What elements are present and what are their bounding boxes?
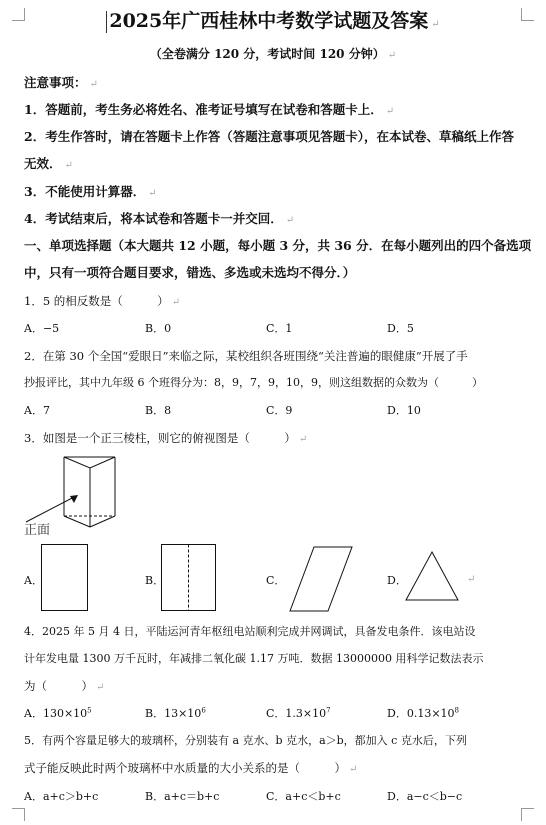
q3-option-d-figure	[404, 550, 460, 602]
corner-mark	[521, 808, 534, 821]
paragraph-mark: ↵	[387, 50, 397, 61]
q2-option-b: B．8	[145, 404, 172, 417]
question-4-line-2: 计年发电量 1300 万千瓦时，年减排二氧化碳 1.17 万吨．数据 13000000 用科学记数法表示	[24, 652, 484, 665]
notice-heading: 注意事项： ↵	[24, 75, 98, 90]
notice-1: 1．答题前，考生务必将姓名、准考证号填写在试卷和答题卡上． ↵	[24, 102, 395, 117]
q4-option-a: A．$130\times 10^5$	[24, 706, 92, 720]
q4-option-d: D．$0.13\times 10^8$	[387, 706, 460, 720]
front-label: 正面	[24, 523, 51, 538]
q3-option-a-label: A．	[24, 574, 43, 587]
title-text: 2025年广西桂林中考数学试题及答案	[109, 10, 429, 32]
question-2-line-2: 抄报评比，其中九年级 6 个班得分为：8，9，7，9，10，9，则这组数据的众数为（ ）	[24, 376, 483, 389]
q3-option-c-figure	[288, 545, 354, 613]
q3-option-b-label: B．	[145, 574, 165, 587]
subtitle-text: （全卷满分 120 分，考试时间 120 分钟）	[149, 47, 385, 61]
text-cursor	[106, 11, 107, 33]
prism-figure	[20, 450, 130, 540]
q1-option-b: B．0	[145, 322, 172, 335]
q5-option-d: D．a−c＜b−c	[387, 790, 463, 803]
question-1: 1．5 的相反数是（ ） ↵	[24, 294, 181, 308]
q4-option-b: B．$13\times 10^6$	[145, 706, 206, 720]
q5-option-b: B．a+c＝b+c	[145, 790, 220, 803]
paragraph-mark: ↵	[431, 19, 440, 30]
section-heading: 一、单项选择题（本大题共 12 小题，每小题 3 分，共 36 分．在每小题列出的四个备选项	[24, 238, 532, 253]
question-3: 3．如图是一个正三棱柱，则它的俯视图是（ ） ↵	[24, 431, 308, 445]
question-4-line-1: 4．2025 年 5 月 4 日，平陆运河青年枢纽电站顺利完成并网调试，具备发电条件．该电站设	[24, 625, 476, 638]
q3-option-d-label: D．	[387, 574, 407, 587]
notice-2-cont: 无效． ↵	[24, 156, 73, 171]
q1-option-c: C．1	[266, 322, 293, 335]
prism-top-face	[64, 457, 115, 468]
corner-mark	[12, 808, 25, 821]
subtitle	[0, 45, 546, 62]
section-heading-cont: 中，只有一项符合题目要求，错选、多选或未选均不得分．）	[24, 265, 356, 280]
q5-option-a: A．a+c＞b+c	[24, 790, 99, 803]
notice-4: 4．考试结束后，将本试卷和答题卡一并交回． ↵	[24, 211, 295, 226]
q5-option-c: C．a+c＜b+c	[266, 790, 341, 803]
page-title	[0, 9, 546, 37]
q2-option-a: A．7	[24, 404, 50, 417]
q4-option-c: C．$1.3\times 10^7$	[266, 706, 331, 720]
q2-option-d: D．10	[387, 404, 421, 417]
question-5-line-2: 式子能反映此时两个玻璃杯中水质量的大小关系的是（ ） ↵	[24, 761, 358, 775]
q3-option-b-figure	[160, 543, 220, 613]
question-2-line-1: 2．在第 30 个全国“爱眼日”来临之际，某校组织各班围绕“关注普遍的眼健康”开展了手	[24, 349, 468, 363]
q3-option-a-figure	[40, 543, 90, 613]
question-5-line-1: 5．有两个容量足够大的玻璃杯，分别装有 a 克水、b 克水，a＞b，都加入 c 克水后，下列	[24, 734, 467, 747]
notice-2: 2．考生作答时，请在答题卡上作答（答题注意事项见答题卡），在本试卷、草稿纸上作答	[24, 129, 514, 144]
notice-3: 3．不能使用计算器． ↵	[24, 184, 157, 199]
q2-option-c: C．9	[266, 404, 293, 417]
question-4-line-3: 为（ ） ↵	[24, 679, 105, 693]
paragraph-mark: ↵	[467, 574, 476, 585]
q1-option-a: A．−5	[24, 322, 60, 335]
q1-option-d: D．5	[387, 322, 414, 335]
q3-option-c-label: C．	[266, 574, 286, 587]
